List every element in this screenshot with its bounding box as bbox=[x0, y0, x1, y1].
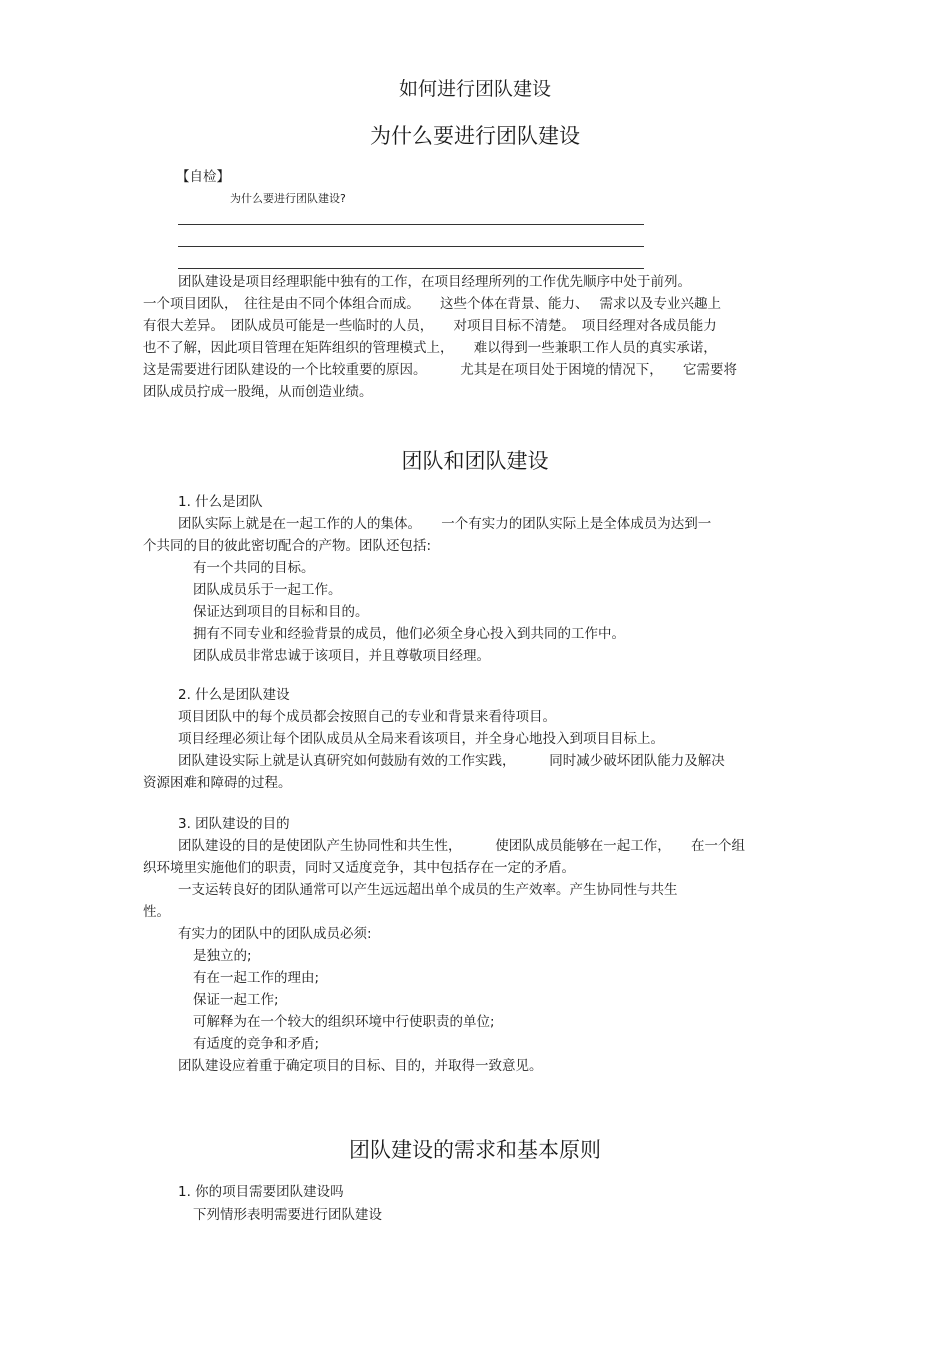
self-check-label: 【自检】 bbox=[176, 169, 230, 185]
paragraph-line: 也不了解，因此项目管理在矩阵组织的管理模式上， 难以得到一些兼职工作人员的真实承诺， bbox=[143, 340, 717, 356]
section-heading-why: 为什么要进行团队建设 bbox=[370, 124, 580, 148]
paragraph-line: 团队实际上就是在一起工作的人的集体。 一个有实力的团队实际上是全体成员为达到一 bbox=[178, 516, 712, 532]
paragraph-line: 有实力的团队中的团队成员必须: bbox=[178, 926, 372, 942]
list-item: 保证一起工作; bbox=[193, 992, 279, 1008]
paragraph-line: 这是需要进行团队建设的一个比较重要的原因。 尤其是在项目处于困境的情况下， 它需要将 bbox=[143, 362, 737, 378]
list-item: 有适度的竞争和矛盾; bbox=[193, 1036, 320, 1052]
list-item: 拥有不同专业和经验背景的成员，他们必须全身心投入到共同的工作中。 bbox=[193, 626, 625, 642]
list-item: 团队成员乐于一起工作。 bbox=[193, 582, 342, 598]
subsection-title: 3. 团队建设的目的 bbox=[178, 816, 290, 832]
list-item: 保证达到项目的目标和目的。 bbox=[193, 604, 369, 620]
answer-line-3 bbox=[178, 268, 644, 269]
list-item: 有一个共同的目标。 bbox=[193, 560, 315, 576]
paragraph-line: 项目经理必须让每个团队成员从全局来看该项目，并全身心地投入到项目目标上。 bbox=[178, 731, 664, 747]
list-item: 有在一起工作的理由; bbox=[193, 970, 320, 986]
self-check-question: 为什么要进行团队建设? bbox=[230, 192, 346, 205]
section-heading-team: 团队和团队建设 bbox=[401, 449, 549, 473]
subsection-title: 1. 你的项目需要团队建设吗 bbox=[178, 1184, 344, 1200]
paragraph-line: 下列情形表明需要进行团队建设 bbox=[193, 1207, 382, 1223]
subsection-title: 1. 什么是团队 bbox=[178, 494, 263, 510]
paragraph-line: 项目团队中的每个成员都会按照自己的专业和背景来看待项目。 bbox=[178, 709, 556, 725]
paragraph-line: 一个项目团队， 往往是由不同个体组合而成。 这些个体在背景、能力、 需求以及专业兴趣上 bbox=[143, 296, 722, 312]
paragraph-line: 团队建设实际上就是认真研究如何鼓励有效的工作实践， 同时减少破坏团队能力及解决 bbox=[178, 753, 725, 769]
paragraph-line: 团队建设应着重于确定项目的目标、目的，并取得一致意见。 bbox=[178, 1058, 543, 1074]
paragraph-line: 有很大差异。 团队成员可能是一些临时的人员， 对项目目标不清楚。 项目经理对各成员能力 bbox=[143, 318, 717, 334]
answer-line-1 bbox=[178, 224, 644, 225]
answer-line-2 bbox=[178, 246, 644, 247]
paragraph-line: 织环境里实施他们的职责，同时又适度竞争，其中包括存在一定的矛盾。 bbox=[143, 860, 575, 876]
document-title: 如何进行团队建设 bbox=[398, 78, 551, 100]
paragraph-line: 团队成员拧成一股绳，从而创造业绩。 bbox=[143, 384, 373, 400]
paragraph-line: 团队建设是项目经理职能中独有的工作，在项目经理所列的工作优先顺序中处于前列。 bbox=[178, 274, 691, 290]
section-heading-needs: 团队建设的需求和基本原则 bbox=[349, 1138, 601, 1162]
subsection-title: 2. 什么是团队建设 bbox=[178, 687, 290, 703]
paragraph-line: 一支运转良好的团队通常可以产生远远超出单个成员的生产效率。产生协同性与共生 bbox=[178, 882, 678, 898]
list-item: 是独立的; bbox=[193, 948, 252, 964]
paragraph-line: 性。 bbox=[143, 904, 170, 920]
list-item: 团队成员非常忠诚于该项目，并且尊敬项目经理。 bbox=[193, 648, 490, 664]
paragraph-line: 团队建设的目的是使团队产生协同性和共生性， 使团队成员能够在一起工作， 在一个组 bbox=[178, 838, 745, 854]
paragraph-line: 个共同的目的彼此密切配合的产物。团队还包括: bbox=[143, 538, 432, 554]
list-item: 可解释为在一个较大的组织环境中行使职责的单位; bbox=[193, 1014, 495, 1030]
paragraph-line: 资源困难和障碍的过程。 bbox=[143, 775, 292, 791]
